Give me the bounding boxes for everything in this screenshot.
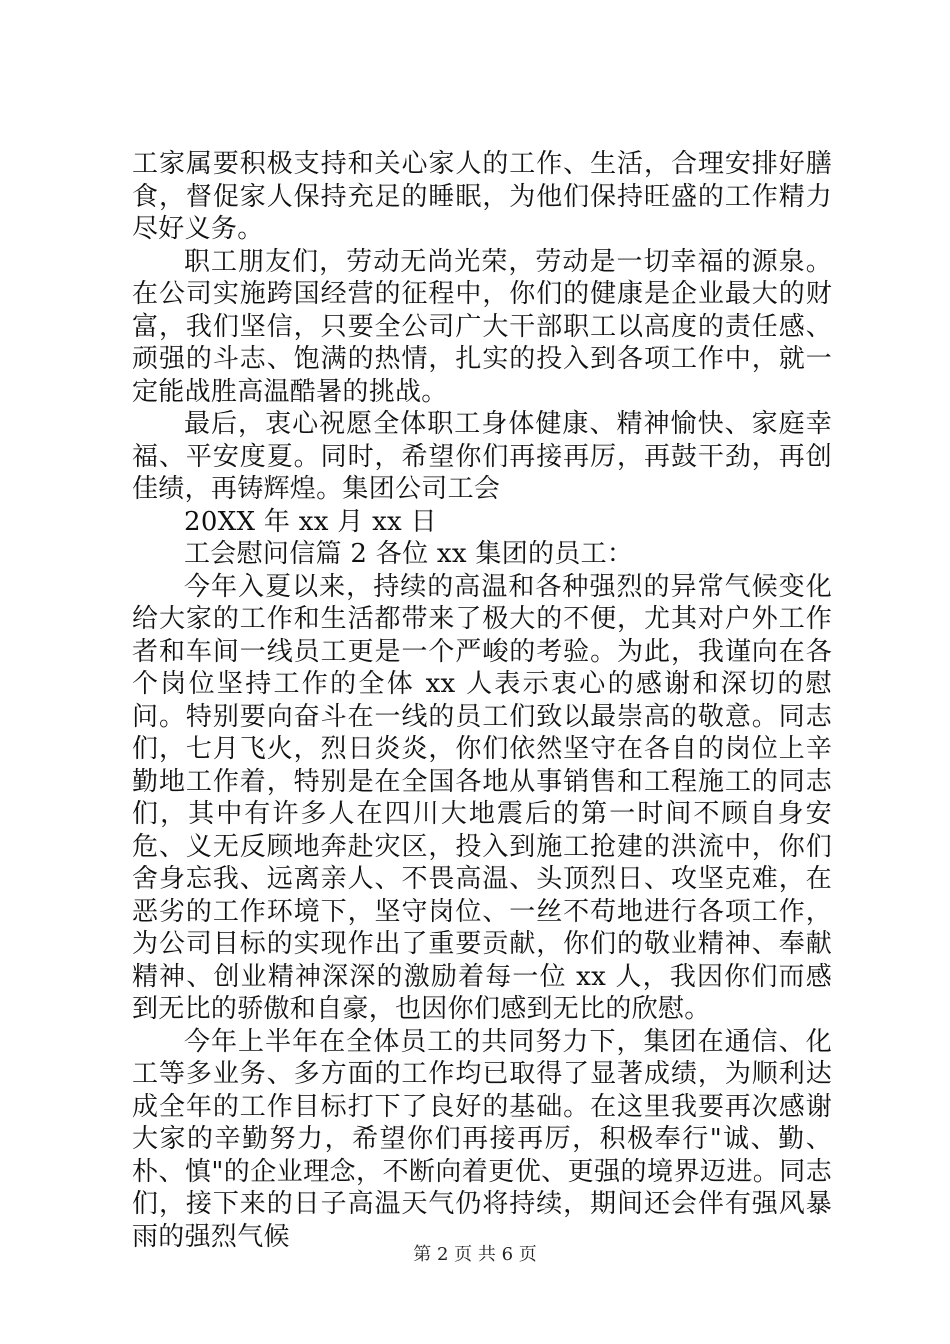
page-number-label: 第 2 页 共 6 页 [413, 1244, 537, 1265]
paragraph-3: 最后，衷心祝愿全体职工身体健康、精神愉快、家庭幸福、平安度夏。同时，希望你们再接再厉，再鼓干劲，再创佳绩，再铸辉煌。集团公司工会 [132, 409, 832, 504]
paragraph-1: 工家属要积极支持和关心家人的工作、生活，合理安排好膳食，督促家人保持充足的睡眠，为他们保持旺盛的工作精力尽好义务。 [132, 149, 832, 244]
document-body [132, 148, 832, 1253]
section-heading: 工会慰问信篇 2 各位 xx 集团的员工： [184, 539, 634, 569]
date-line: 20XX 年 xx 月 xx 日 [184, 506, 437, 537]
page-footer [0, 1240, 950, 1266]
paragraph-7: 今年上半年在全体员工的共同努力下，集团在通信、化工等多业务、多方面的工作均已取得了显著成绩，为顺利达成全年的工作目标打下了良好的基础。在这里我要再次感谢大家的辛勤努力，希望你们再接再厉，积极奉行"诚、勤、朴、慎"的企业理念，不断向着更优、更强的境界迈进。同志们，接下来的日子高温天气仍将持续，期间还会伴有强风暴雨的强烈气候 [132, 1026, 832, 1252]
paragraph-2: 职工朋友们，劳动无尚光荣，劳动是一切幸福的源泉。在公司实施跨国经营的征程中，你们的健康是企业最大的财富，我们坚信，只要全公司广大干部职工以高度的责任感、顽强的斗志、饱满的热情，扎实的投入到各项工作中，就一定能战胜高温酷暑的挑战。 [132, 246, 832, 407]
paragraph-6: 今年入夏以来，持续的高温和各种强烈的异常气候变化给大家的工作和生活都带来了极大的不便，尤其对户外工作者和车间一线员工更是一个严峻的考验。为此，我谨向在各个岗位坚持工作的全体 xx 人表示衷心的感谢和深切的慰问。特别要向奋斗在一线的员工们致以最崇高的敬意。同志们，七月飞火，烈日炎炎，你们依然坚守在各自的岗位上辛勤地工作着，特别是在全国各地从事销售和工程施工的同志们，其中有许多人在四川大地震后的第一时间不顾自身安危、义无反顾地奔赴灾区，投入到施工抢建的洪流中，你们舍身忘我、远离亲人、不畏高温、头顶烈日、攻坚克难，在恶劣的工作环境下，坚守岗位、一丝不苟地进行各项工作，为公司目标的实现作出了重要贡献，你们的敬业精神、奉献精神、创业精神深深的激励着每一位 xx 人，我因你们而感到无比的骄傲和自豪，也因你们感到无比的欣慰。 [132, 571, 832, 1024]
